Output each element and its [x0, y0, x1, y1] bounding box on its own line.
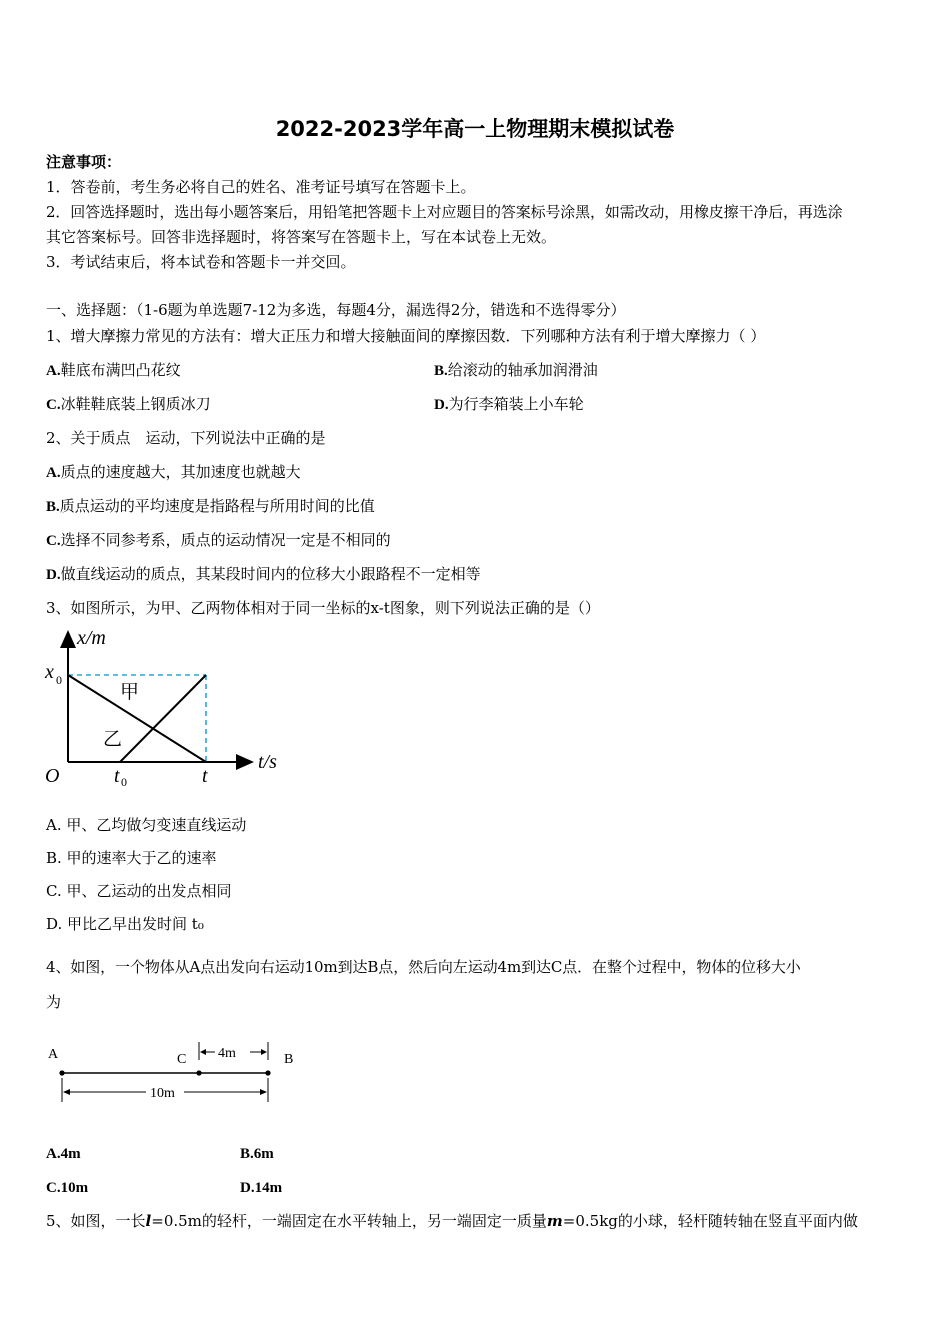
yi-label: 乙: [103, 728, 123, 750]
q1-stem: 1、增大摩擦力常见的方法有：增大正压力和增大接触面间的摩擦因数．下列哪种方法有利于增大摩擦力（ ）: [46, 327, 766, 345]
q4-option-a: A.4m: [46, 1146, 81, 1162]
q4-option-c: C.10m: [46, 1180, 89, 1196]
ab-arrow-right: [260, 1089, 267, 1095]
label-a: A: [48, 1047, 59, 1062]
q3-option-b: B. 甲的速率大于乙的速率: [46, 849, 217, 867]
page-title: 2022-2023学年高一上物理期末模拟试卷: [275, 117, 675, 141]
x0-label: x: [45, 661, 54, 683]
q2-option-c: C.选择不同参考系，质点的运动情况一定是不相同的: [46, 531, 391, 549]
q1-option-b: B.给滚动的轴承加润滑油: [434, 361, 598, 379]
q5-stem: 5、如图，一长l=0.5m的轻杆，一端固定在水平转轴上，另一端固定一质量m=0.5kg的小球，轻杆随转轴在竖直平面内做: [46, 1212, 858, 1230]
dist-ab-label: 10m: [150, 1086, 175, 1101]
notice-heading: 注意事项：: [46, 153, 122, 171]
q1-option-d: D.为行李箱装上小车轮: [434, 395, 584, 413]
q2-stem: 2、关于质点 运动，下列说法中正确的是: [46, 429, 326, 447]
q4-option-d: D.14m: [240, 1180, 283, 1196]
ab-arrow-left: [63, 1089, 70, 1095]
notice-item-2-line-1: 2．回答选择题时，选出每小题答案后，用铅笔把答题卡上对应题目的答案标号涂黑，如需改动，用橡皮擦干净后，再选涂: [46, 203, 843, 221]
q2-option-a: A.质点的速度越大，其加速度也就越大: [46, 463, 301, 481]
origin-label: O: [45, 765, 60, 787]
point-c: [196, 1070, 201, 1075]
label-b: B: [284, 1052, 294, 1067]
q4-stem-line-2: 为: [46, 993, 62, 1011]
q3-option-a: A. 甲、乙均做匀变速直线运动: [46, 816, 247, 834]
t0-label: t: [114, 765, 120, 787]
section-1-heading: 一、选择题：（1-6题为单选题7-12为多选，每题4分，漏选得2分，错选和不选得零分）: [46, 301, 626, 319]
notice-item-3: 3．考试结束后，将本试卷和答题卡一并交回。: [46, 253, 356, 271]
t-label: t: [202, 765, 208, 787]
q4-option-b: B.6m: [240, 1146, 274, 1162]
notice-item-2-line-2: 其它答案标号。回答非选择题时，将答案写在答题卡上，写在本试卷上无效。: [46, 228, 557, 246]
q3-option-d: D. 甲比乙早出发时间 t₀: [46, 915, 204, 933]
x-axis-label: t/s: [258, 751, 277, 773]
q2-option-b: B.质点运动的平均速度是指路程与所用时间的比值: [46, 497, 375, 515]
dist-cb-label: 4m: [218, 1046, 236, 1061]
jia-label: 甲: [120, 681, 140, 703]
q3-stem: 3、如图所示，为甲、乙两物体相对于同一坐标的x-t图象，则下列说法正确的是（）: [46, 599, 600, 617]
notice-item-1: 1．答卷前，考生务必将自己的姓名、准考证号填写在答题卡上。: [46, 178, 476, 196]
cb-arrow-right: [261, 1049, 267, 1055]
x0-subscript: 0: [56, 673, 62, 687]
q3-option-c: C. 甲、乙运动的出发点相同: [46, 882, 232, 900]
point-b: [265, 1070, 270, 1075]
t0-subscript: 0: [121, 775, 127, 789]
q4-stem-line-1: 4、如图，一个物体从A点出发向右运动10m到达B点，然后向左运动4m到达C点．在整个过程中，物体的位移大小: [46, 958, 801, 976]
q1-option-a: A.鞋底布满凹凸花纹: [46, 361, 181, 379]
q3-xt-graph: [40, 622, 300, 794]
label-c: C: [177, 1052, 187, 1067]
cb-arrow-left: [200, 1049, 206, 1055]
q4-displacement-figure: [40, 1038, 310, 1110]
q2-option-d: D.做直线运动的质点，其某段时间内的位移大小跟路程不一定相等: [46, 565, 481, 583]
point-a: [59, 1070, 64, 1075]
q1-option-c: C.冰鞋鞋底装上钢质冰刀: [46, 395, 211, 413]
y-axis-label: x/m: [77, 627, 106, 649]
